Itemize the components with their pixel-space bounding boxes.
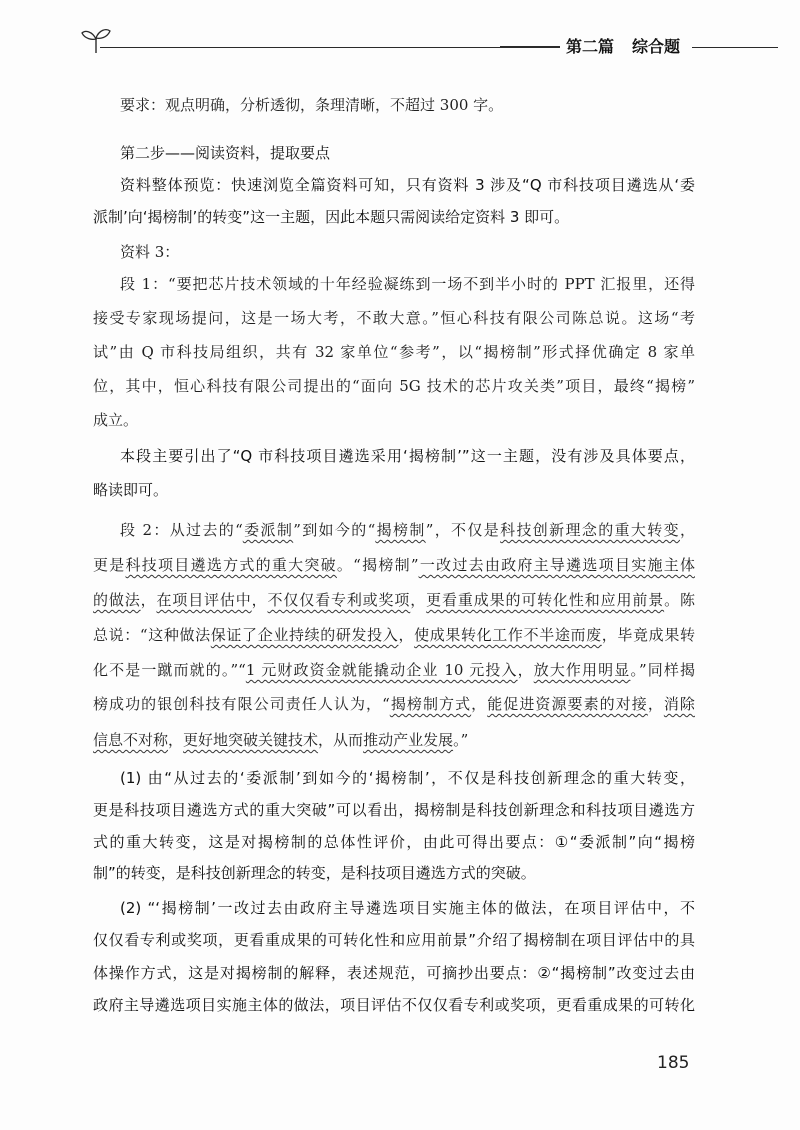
emphasized-phrase: 一改过去由政府主导遴选项目实施主体 (418, 556, 695, 574)
para2-line (93, 660, 695, 680)
analysis1-line: 更是科技项目遴选方式的重大突破”可以看出，揭榜制是科技创新理念和科技项目遴选方 (93, 801, 695, 819)
text-run: ”，不仅是 (425, 521, 501, 539)
emphasized-phrase: 科技项目遴选方式的重大突破 (125, 556, 337, 574)
page-number: 185 (657, 1053, 690, 1073)
text-run: 更是 (93, 556, 126, 574)
header-rule-left (100, 47, 560, 48)
emphasized-phrase: 更好地突破关键技术 (183, 731, 319, 749)
text-run: 。陈 (664, 591, 695, 609)
text-run: ， (471, 695, 488, 713)
text-run: ，毕竟成果转 (601, 626, 695, 644)
emphasized-phrase: 推动产业发展 (363, 731, 454, 749)
emphasized-phrase: 揭榜制 (375, 521, 426, 539)
para1-line: 试”由 Q 市科技局组织，共有 32 家单位“参考”，以“揭榜制”形式择优确定 8 家单 (93, 343, 695, 361)
text-run: 榜成功的银创科技有限公司责任人认为，“ (93, 695, 390, 713)
analysis1-line: 式的重大转变，这是对揭榜制的总体性评价，由此可得出要点：①“委派制”向“揭榜 (93, 833, 695, 851)
text-run: 总说：“这种做法 (93, 626, 211, 644)
text-run: 。” (453, 731, 469, 749)
text-run: ， (140, 591, 157, 609)
emphasized-phrase: 科技创新理念的重大转变 (500, 521, 680, 539)
emphasized-phrase: 使成果转化工作不半途而废 (414, 626, 602, 644)
text-run: ， (398, 626, 415, 644)
sprout-icon (80, 26, 112, 54)
material-label: 资料 3： (120, 243, 180, 261)
header-section-title: 综合题 (632, 37, 681, 56)
emphasized-phrase: 能促进资源要素的对接 (487, 695, 648, 713)
emphasized-phrase: 放大作用明显 (533, 661, 631, 679)
text-run: ，从而 (318, 731, 364, 749)
para2-line (93, 730, 695, 750)
para2-line (93, 625, 695, 645)
text-run: 。“揭榜制” (336, 556, 419, 574)
analysis1-line: 制”的转变，是科技创新理念的转变，是科技项目遴选方式的突破。 (93, 864, 536, 882)
text-run: ， (168, 731, 184, 749)
para1-line: 成立。 (93, 411, 139, 429)
text-run: ， (647, 695, 664, 713)
para1-line: 段 1：“要把芯片技术领域的十年经验凝练到一场不到半小时的 PPT 汇报里，还得 (120, 275, 695, 293)
emphasized-phrase: 1 元财政资金就能撬动企业 10 元投入 (245, 661, 518, 679)
text-run: ， (251, 591, 268, 609)
header-section-label: 第二篇 (566, 37, 615, 56)
step-title: 第二步——阅读资料，提取要点 (120, 144, 331, 162)
header-rule-right (692, 47, 778, 48)
emphasized-phrase: 消除 (663, 695, 695, 713)
text-run: 段 2：从过去的“ (120, 521, 243, 539)
analysis1-line: (1) 由“从过去的‘委派制’到如今的‘揭榜制’，不仅是科技创新理念的重大转变， (120, 769, 695, 787)
para2-line (93, 555, 695, 575)
para2-line (93, 694, 695, 714)
emphasized-phrase: 保证了企业持续的研发投入 (210, 626, 399, 644)
para1-note-line: 本段主要引出了“Q 市科技项目遴选采用‘揭榜制’”这一主题，没有涉及具体要点， (120, 447, 695, 465)
para1-line: 接受专家现场提问，这是一场大考，不敢大意。”恒心科技有限公司陈总说。这场“考 (93, 309, 695, 327)
analysis2-line: (2) “‘揭榜制’一改过去由政府主导遴选项目实施主体的做法，在项目评估中，不 (120, 899, 695, 917)
analysis2-line: 仅仅看专利或奖项，更看重成果的可转化性和应用前景”介绍了揭榜制在项目评估中的具 (93, 931, 695, 949)
text-run: ， (517, 661, 534, 679)
text-run: ， (679, 521, 695, 539)
analysis2-line: 体操作方式，这是对揭榜制的解释，表述规范，可摘抄出要点：②“揭榜制”改变过去由 (93, 964, 695, 982)
overview-line: 派制’向‘揭榜制’的转变”这一主题，因此本题只需阅读给定资料 3 即可。 (93, 208, 570, 226)
text-run: 。”同样揭 (630, 661, 695, 679)
para2-line (93, 590, 695, 610)
para2-line (120, 520, 695, 540)
emphasized-phrase: 不仅仅看专利或奖项 (267, 591, 411, 609)
text-run: ， (410, 591, 427, 609)
emphasized-phrase: 在项目评估中 (156, 591, 252, 609)
emphasized-phrase: 委派制 (242, 521, 294, 539)
overview-line: 资料整体预览：快速浏览全篇资料可知，只有资料 3 涉及“Q 市科技项目遴选从‘委 (120, 176, 695, 194)
para1-note-line: 略读即可。 (93, 481, 169, 499)
emphasized-phrase: 的做法 (93, 591, 141, 609)
emphasized-phrase: 更看重成果的可转化性和应用前景 (426, 591, 665, 609)
header-rule-accent (500, 46, 560, 48)
emphasized-phrase: 信息不对称 (93, 731, 169, 749)
emphasized-phrase: 揭榜制方式 (389, 695, 472, 713)
text-run: ”到如今的“ (293, 521, 376, 539)
requirement-text: 要求：观点明确，分析透彻，条理清晰，不超过 300 字。 (120, 96, 504, 114)
para1-line: 位，其中，恒心科技有限公司提出的“面向 5G 技术的芯片攻关类”项目，最终“揭榜” (93, 377, 695, 395)
text-run: 化不是一蹴而就的。”“ (93, 661, 246, 679)
analysis2-line: 政府主导遴选项目实施主体的做法，项目评估不仅仅看专利或奖项，更看重成果的可转化 (93, 996, 695, 1014)
